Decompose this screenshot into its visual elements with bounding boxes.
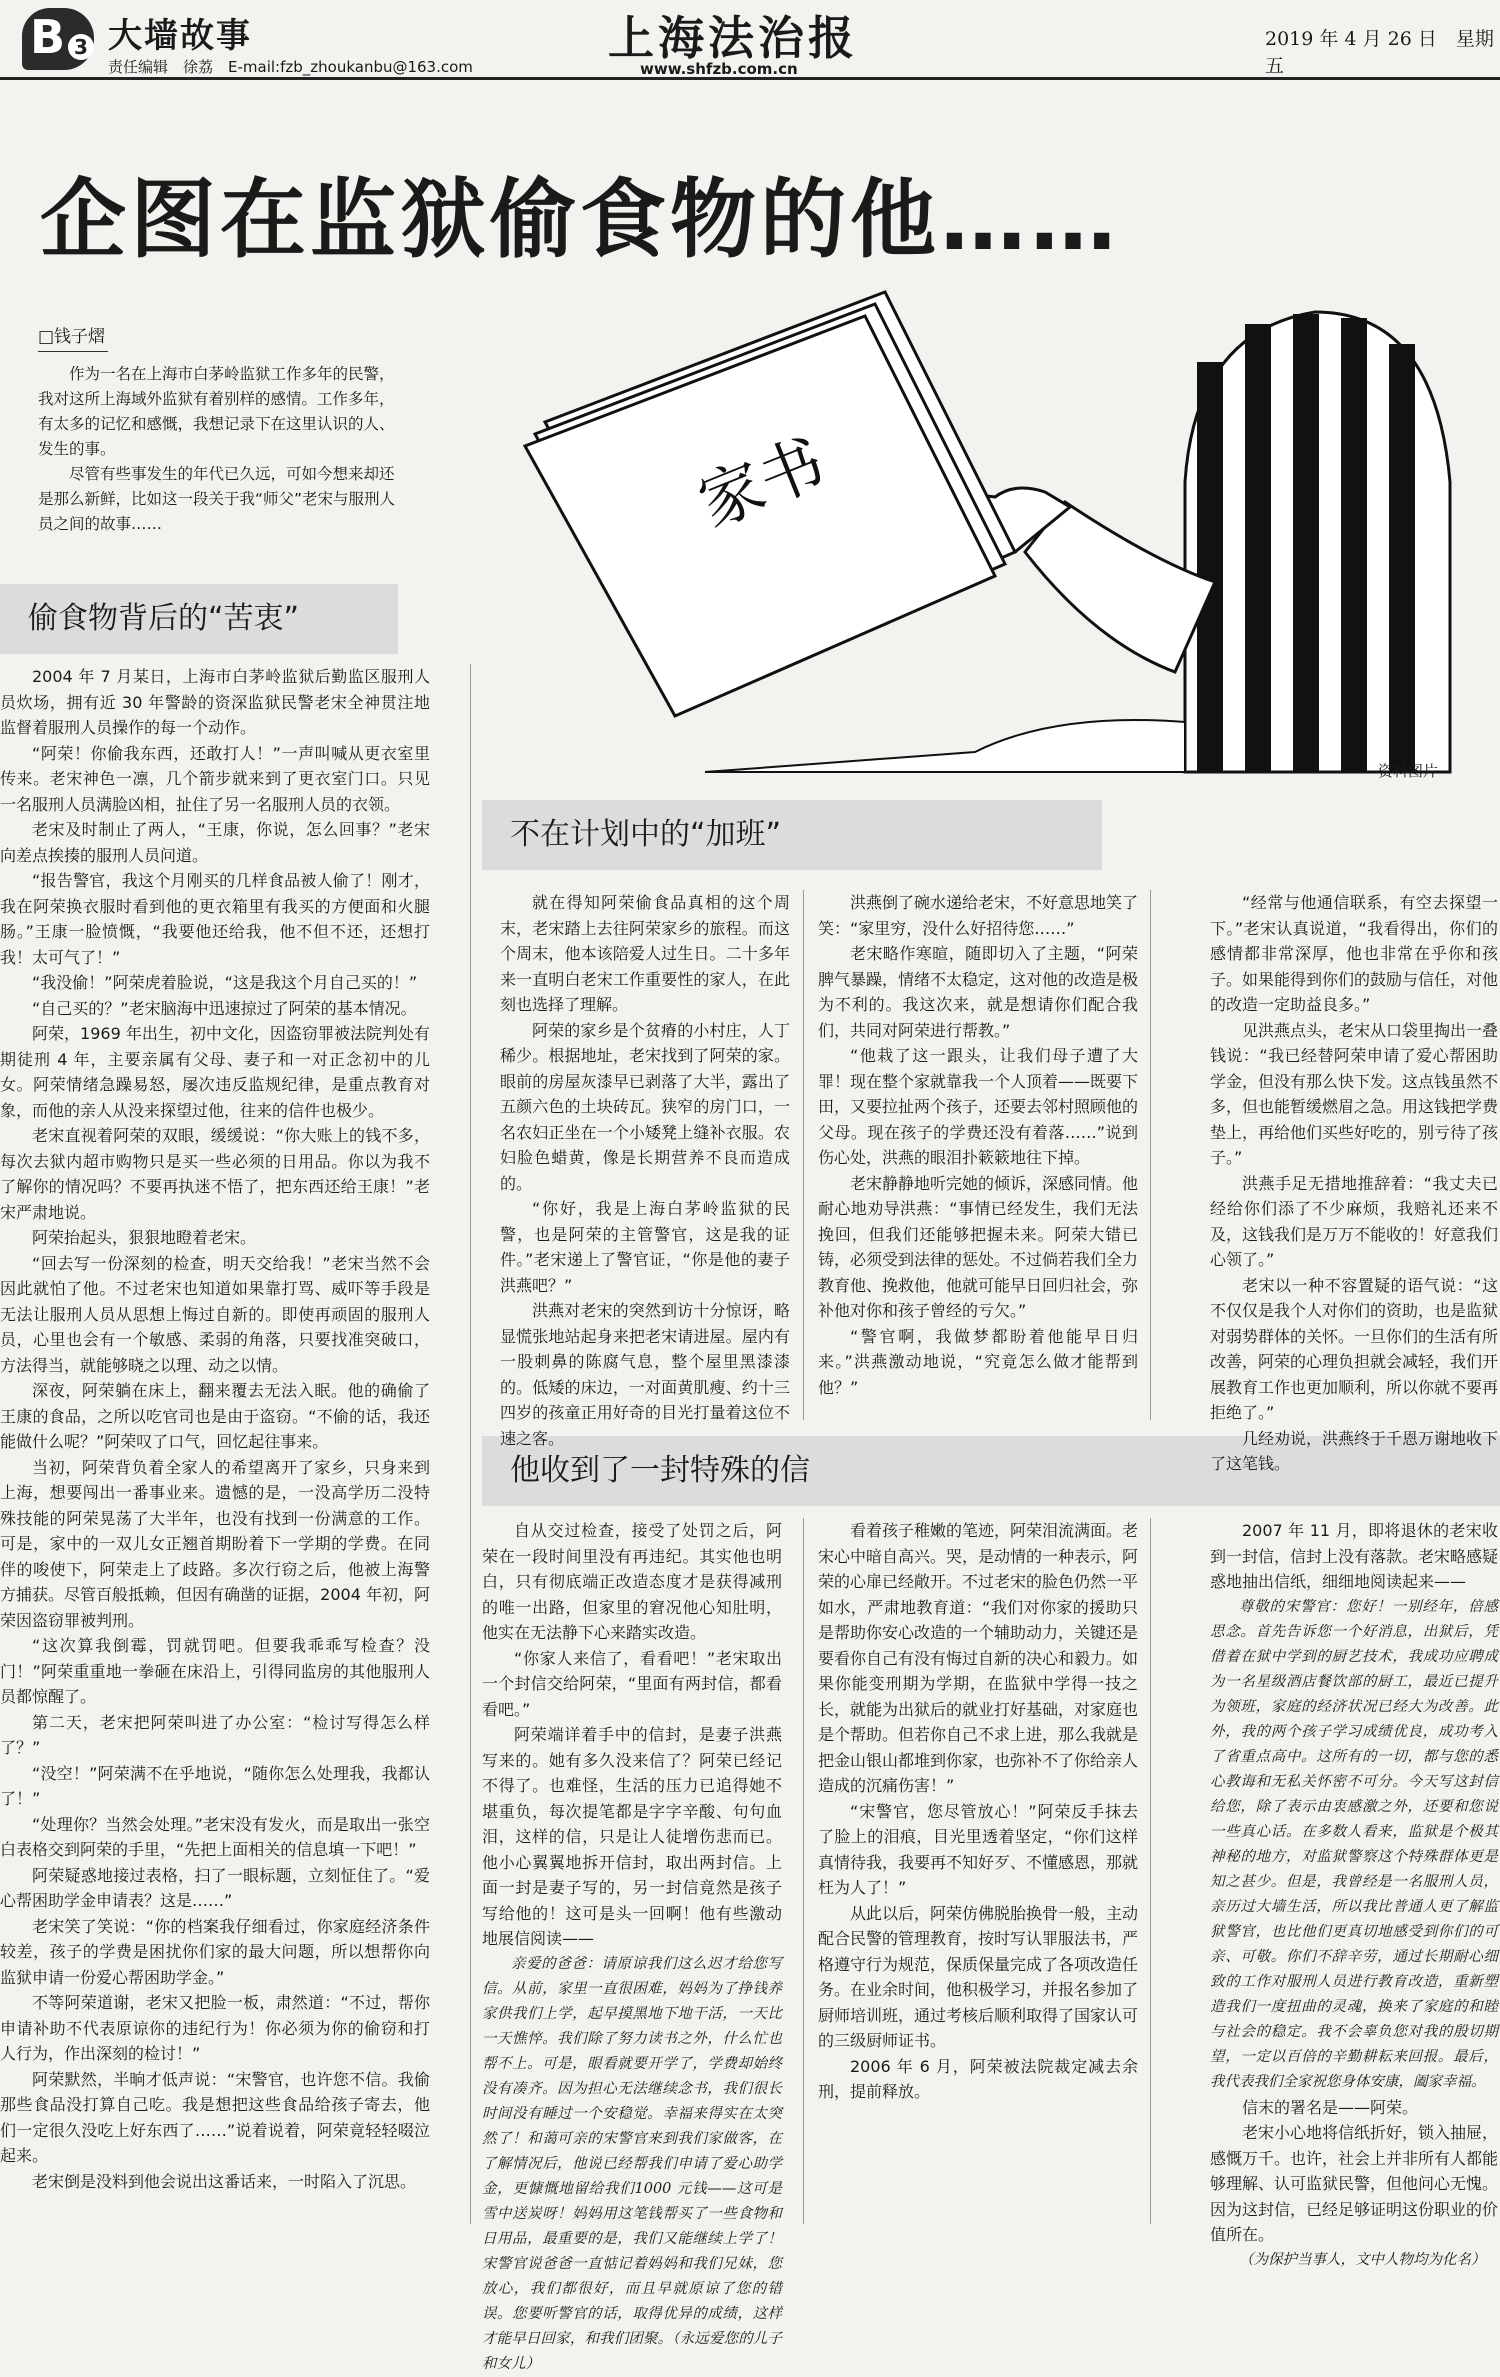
child-letter: 亲爱的爸爸：请原谅我们这么迟才给您写信。从前，家里一直很困难，妈妈为了挣钱养家供我们上学，起早摸黑地下地干活，一天比一天憔悴。我们除了努力读书之外，什么忙也帮不上。可是，眼看就要开学了，学费却始终没有凑齐。因为担心无法继续念书，我们很长时间没有睡过一个安稳觉。幸福来得实在太突然了！和蔼可亲的宋警官来到我们家做客，在了解情况后，他说已经帮我们申请了爱心助学金，更慷慨地留给我们1000 元钱——这可是雪中送炭呀！妈妈用这笔钱帮买了一些食物和日用品，最重要的是，我们又能继续上学了！宋警官说爸爸一直惦记着妈妈和我们兄妹，您放心，我们都很好，而且早就原谅了您的错误。您要听警官的话，取得优异的成绩，这样才能早日回家，和我们团聚。（永远爱您的儿子和女儿） [482,1955,782,2372]
section-heading: 偷食物背后的“苦衷” [0,584,398,654]
paragraph: 看着孩子稚嫩的笔迹，阿荣泪流满面。老宋心中暗自高兴。哭，是动情的一种表示，阿荣的心扉已经敞开。不过老宋的脸色仍然一平如水，严肃地教育道：“我们对你家的援助只是帮助你安心改造的一个辅助动力，关键还是要看你自己有没有悔过自新的决心和毅力。如果你能变刑期为学期，在监狱中学得一技之长，就能为出狱后的就业打好基础，对家庭也是个帮助。但若你自己不求上进，那么我就是把金山银山都堆到你家，也弥补不了你给亲人造成的沉痛伤害！” [818,1521,1139,1795]
paragraph: 第二天，老宋把阿荣叫进了办公室：“检讨写得怎么样了？” [0,1712,430,1757]
paragraph: “我没偷！”阿荣虎着脸说，“这是我这个月自己买的！” [32,973,418,992]
website-url: www.shfzb.com.cn [640,60,798,78]
paragraph: 阿荣的家乡是个贫瘠的小村庄，人丁稀少。根据地址，老宋找到了阿荣的家。眼前的房屋灰漆早已剥落了大半，露出了五颜六色的土块砖瓦。狭窄的房门口，一名农妇正坐在一个小矮凳上缝补衣服。农妇脸色蜡黄，像是长期营养不良而造成的。 [500,1020,790,1193]
paragraph: 不等阿荣道谢，老宋又把脸一板，肃然道：“不过，帮你申请补助不代表原谅你的违纪行为！你必须为你的偷窃和打人行为，作出深刻的检讨！” [0,1993,430,2063]
column-rule [803,890,804,1420]
paragraph: 洪燕手足无措地推辞着：“我丈夫已经给你们添了不少麻烦，我赔礼还来不及，这钱我们是万万不能收的！好意我们心领了。” [1210,1173,1499,1269]
column-rule [1150,1518,1151,2224]
issue-date: 2019 年 4 月 26 日 星期五 [1265,28,1494,77]
paragraph: 老宋及时制止了两人，“王康，你说，怎么回事？”老宋向差点挨揍的服刑人员问道。 [0,820,430,865]
paragraph: “这次算我倒霉，罚就罚吧。但要我乖乖写检查？没门！”阿荣重重地一拳砸在床沿上，引得同监房的其他服刑人员都惊醒了。 [0,1636,430,1706]
badge-letter: B [30,10,66,64]
illustration-letter-through-bars [455,252,1455,782]
paragraph: “处理你？当然会处理。”老宋没有发火，而是取出一张空白表格交到阿荣的手里，“先把上面相关的信息填一下吧！” [0,1814,430,1859]
paragraph: 见洪燕点头，老宋从口袋里掏出一叠钱说：“我已经替阿荣申请了爱心帮困助学金，但没有那么快下发。这点钱虽然不多，但也能暂缓燃眉之急。用这钱把学费垫上，再给他们买些好吃的，别亏待了孩子。” [1210,1020,1499,1167]
paragraph: “你家人来信了，看看吧！”老宋取出一个封信交给阿荣，“里面有两封信，都看看吧。” [482,1648,782,1719]
paragraph: 就在得知阿荣偷食品真相的这个周末，老宋踏上去往阿荣家乡的旅程。而这个周末，他本该陪爱人过生日。二十多年来一直明白老宋工作重要性的家人，在此刻也选择了理解。 [500,893,790,1014]
paragraph: 2006 年 6 月，阿荣被法院裁定减去余刑，提前释放。 [818,2056,1138,2101]
paragraph: 阿荣默然，半晌才低声说：“宋警官，也许您不信。我偷那些食品没打算自己吃。我是想把这些食品给孩子寄去，他们一定很久没吃上好东西了……”说着说着，阿荣竟轻轻啜泣起来。 [0,2069,430,2165]
badge-number: 3 [68,34,94,60]
byline: □钱子熠 [38,322,108,352]
section-heading: 不在计划中的“加班” [482,800,1102,870]
paragraph: “警官啊，我做梦都盼着他能早日归来。”洪燕激动地说，“究竟怎么做才能帮到他？” [818,1326,1138,1397]
paragraph: 信末的署名是——阿荣。 [1242,2097,1419,2117]
paragraph: 老宋略作寒暄，随即切入了主题，“阿荣脾气暴躁，情绪不太稳定，这对他的改造是极为不利的。我这次来，就是想请你们配合我们，共同对阿荣进行帮教。” [818,944,1139,1040]
section-title: 大墙故事 [108,16,252,56]
section-2-column-3 [1210,890,1499,1473]
paragraph: “经常与他通信联系，有空去探望一下。”老宋认真说道，“我看得出，你们的感情都非常深厚，他也非常在乎你和孩子。如果能得到你们的鼓励与信任，对他的改造一定助益良多。” [1210,893,1499,1014]
paragraph: “报告警官，我这个月刚买的几样食品被人偷了！刚才，我在阿荣换衣服时看到他的更衣箱里有我买的方便面和火腿肠。”王康一脸愤慨，“我要他还给我，他不但不还，还想打我！太可气了！” [0,871,430,967]
section-2-column-2 [818,890,1138,1420]
paragraph: 阿荣，1969 年出生，初中文化，因盗窃罪被法院判处有期徒刑 4 年，主要亲属有父母、妻子和一对正念初中的儿女。阿荣情绪急躁易怒，屡次违反监规纪律，是重点教育对象，而他的亲人从没来探望过他，往来的信件也极少。 [0,1024,430,1120]
illustration-caption: 资料图片 [1378,762,1439,780]
section-3-column-3 [1210,1518,1499,2268]
page-badge [22,8,94,70]
names-note: （为保护当事人，文中人物均为化名） [1239,2251,1486,2268]
paragraph: 老宋小心地将信纸折好，锁入抽屉，感慨万千。也许，社会上并非所有人都能够理解、认可监狱民警，但他问心无愧。因为这封信，已经足够证明这份职业的价值所在。 [1210,2123,1499,2244]
paragraph: 老宋倒是没料到他会说出这番话来，一时陷入了沉思。 [32,2171,417,2191]
page-header [0,0,1500,80]
paragraph: 2004 年 7 月某日，上海市白茅岭监狱后勤监区服刑人员炊场，拥有近 30 年警龄的资深监狱民警老宋全神贯注地监督着服刑人员操作的每一个动作。 [0,667,430,737]
paragraph: 阿荣疑惑地接过表格，扫了一眼标题，立刻怔住了。“爱心帮困助学金申请表？这是……” [0,1865,430,1910]
paragraph: 老宋静静地听完她的倾诉，深感同情。他耐心地劝导洪燕：“事情已经发生，我们无法挽回，但我们还能够把握未来。阿荣大错已铸，必须受到法律的惩处。不过倘若我们全力教育他、挽救他，他就可能早日回归社会，弥补他对你和孩子曾经的亏欠。” [818,1173,1139,1320]
article-headline: 企图在监狱偷食物的他…… [40,170,1120,270]
column-rule [803,1518,804,2224]
paragraph: “回去写一份深刻的检查，明天交给我！”老宋当然不会因此就怕了他。不过老宋也知道如果靠打骂、威吓等手段是无法让服刑人员从思想上悔过自新的。即使再顽固的服刑人员，心里也会有一个敏感、柔弱的角落，只要找准突破口，方法得当，就能够晓之以理、动之以情。 [0,1253,430,1375]
paragraph: “宋警官，您尽管放心！”阿荣反手抹去了脸上的泪痕，目光里透着坚定，“你们这样真情待我，我要再不知好歹、不懂感恩，那就枉为人了！” [818,1801,1139,1897]
paragraph: “自己买的？”老宋脑海中迅速掠过了阿荣的基本情况。 [32,998,417,1018]
paragraph: 老宋笑了笑说：“你的档案我仔细看过，你家庭经济条件较差，孩子的学费是困扰你们家的最大问题，所以想帮你向监狱申请一份爱心帮困助学金。” [0,1916,430,1987]
column-rule [470,664,471,2224]
paragraph: 2007 年 11 月，即将退休的老宋收到一封信，信封上没有落款。老宋略感疑惑地抽出信纸，细细地阅读起来—— [1210,1521,1499,1591]
illustration-card-text: 家书 [689,425,836,543]
prison-bars [1185,312,1450,772]
newspaper-masthead: 上海法治报 [608,11,858,65]
paragraph: 深夜，阿荣躺在床上，翻来覆去无法入眠。他的确偷了王康的食品，之所以吃官司也是由于盗窃。“不偷的话，我还能做什么呢？”阿荣叹了口气，回忆起往事来。 [0,1381,430,1451]
intro-text [38,362,398,537]
intro-paragraph: 尽管有些事发生的年代已久远，可如今想来却还是那么新鲜，比如这一段关于我“师父”老宋与服刑人员之间的故事…… [38,465,396,533]
section-3-column-1 [482,1518,782,2372]
paragraph: 洪燕对老宋的突然到访十分惊讶，略显慌张地站起身来把老宋请进屋。屋内有一股刺鼻的陈腐气息，整个屋里黑漆漆的。低矮的床边，一对面黄肌瘦、约十三四岁的孩童正用好奇的目光打量着这位不速之客。 [500,1301,790,1448]
paragraph: 当初，阿荣背负着全家人的希望离开了家乡，只身来到上海，想要闯出一番事业来。遗憾的是，一没高学历二没特殊技能的阿荣晃荡了大半年，也没有找到一份满意的工作。可是，家中的一双儿女正翘首期盼着下一学期的学费。在同伴的唆使下，阿荣走上了歧路。多次行窃之后，他被上海警方捕获。尽管百般抵赖，但因有确凿的证据，2004 年初，阿荣因盗窃罪被判刑。 [0,1457,430,1630]
thank-you-letter: 尊敬的宋警官：您好！一别经年，倍感思念。首先告诉您一个好消息，出狱后，凭借着在狱中学到的厨艺技术，我成功应聘成为一名星级酒店餐饮部的厨工，最近已提升为领班，家庭的经济状况已经大为改善。此外，我的两个孩子学习成绩优良，成功考入了省重点高中。这所有的一切，都与您的悉心教诲和无私关怀密不可分。今天写这封信给您，除了表示由衷感激之外，还要和您说一些真心话。在多数人看来，监狱是个极其神秘的地方，对监狱警察这个特殊群体更是知之甚少。但是，我曾经是一名服刑人员，亲历过大墙生活，所以我比普通人更了解监狱警官，也比他们更真切地感受到你们的可亲、可敬。你们不辞辛劳，通过长期耐心细致的工作对服刑人员进行教育改造，重新塑造我们一度扭曲的灵魂，换来了家庭的和睦与社会的稳定。我不会辜负您对我的殷切期望，一定以百倍的辛勤耕耘来回报。最后，我代表我们全家祝您身体安康，阖家幸福。 [1210,1598,1498,2090]
paragraph: 阿荣抬起头，狠狠地瞪着老宋。 [32,1228,257,1247]
section-heading: 他收到了一封特殊的信 [482,1436,1500,1506]
paragraph: “他栽了这一跟头，让我们母子遭了大罪！现在整个家就靠我一个人顶着——既要下田，又要拉扯两个孩子，还要去邻村照顾他的父母。现在孩子的学费还没有着落……”说到伤心处，洪燕的眼泪扑簌簌地往下掉。 [818,1046,1139,1167]
section-2-column-1 [500,890,790,1448]
paragraph: “阿荣！你偷我东西，还敢打人！”一声叫喊从更衣室里传来。老宋神色一凛，几个箭步就来到了更衣室门口。只见一名服刑人员满脸凶相，扯住了另一名服刑人员的衣领。 [0,743,430,814]
editor-line: 责任编辑 徐荔 E-mail:fzb_zhoukanbu@163.com [108,58,473,76]
paragraph: 阿荣端详着手中的信封，是妻子洪燕写来的。她有多久没来信了？阿荣已经记不得了。也难怪，生活的压力已追得她不堪重负，每次提笔都是字字辛酸、句句血泪，这样的信，只是让人徒增伤悲而已。他小心翼翼地拆开信封，取出两封信。上面一封是妻子写的，另一封信竟然是孩子写给他的！这可是头一回啊！他有些激动地展信阅读—— [482,1725,782,1948]
column-rule [1150,890,1151,1420]
paragraph: 老宋直视着阿荣的双眼，缓缓说：“你大账上的钱不多，每次去狱内超市购物只是买一些必须的日用品。你以为我不了解你的情况吗？不要再执迷不悟了，把东西还给王康！”老宋严肃地说。 [0,1126,430,1222]
paragraph: 几经劝说，洪燕终于千恩万谢地收下了这笔钱。 [1210,1428,1499,1473]
intro-paragraph: 作为一名在上海市白茅岭监狱工作多年的民警，我对这所上海域外监狱有着别样的感情。工作多年，有太多的记忆和感慨，我想记录下在这里认识的人、发生的事。 [38,365,395,458]
section-1-column [0,664,430,2224]
paragraph: “没空！”阿荣满不在乎地说，“随你怎么处理我，我都认了！” [0,1763,430,1808]
paragraph: “你好，我是上海白茅岭监狱的民警，也是阿荣的主管警官，这是我的证件。”老宋递上了警官证，“你是他的妻子洪燕吧？” [500,1199,790,1295]
paragraph: 自从交过检查，接受了处罚之后，阿荣在一段时间里没有再违纪。其实他也明白，只有彻底端正改造态度才是获得减刑的唯一出路，但家里的窘况他心知肚明，他实在无法静下心来踏实改造。 [482,1521,782,1642]
paragraph: 从此以后，阿荣仿佛脱胎换骨一般，主动配合民警的管理教育，按时写认罪服法书，严格遵守行为规范，保质保量完成了各项改造任务。在业余时间，他积极学习，并报名参加了厨师培训班，通过考核后顺利取得了国家认可的三级厨师证书。 [818,1903,1139,2050]
paragraph: 洪燕倒了碗水递给老宋，不好意思地笑了笑：“家里穷，没什么好招待您……” [818,893,1139,938]
paragraph: 老宋以一种不容置疑的语气说：“这不仅仅是我个人对你们的资助，也是监狱对弱势群体的关怀。一旦你们的生活有所改善，阿荣的心理负担就会减轻，我们开展教育工作也更加顺利，所以你就不要再拒绝了。” [1210,1275,1499,1422]
section-3-column-2 [818,1518,1138,2224]
